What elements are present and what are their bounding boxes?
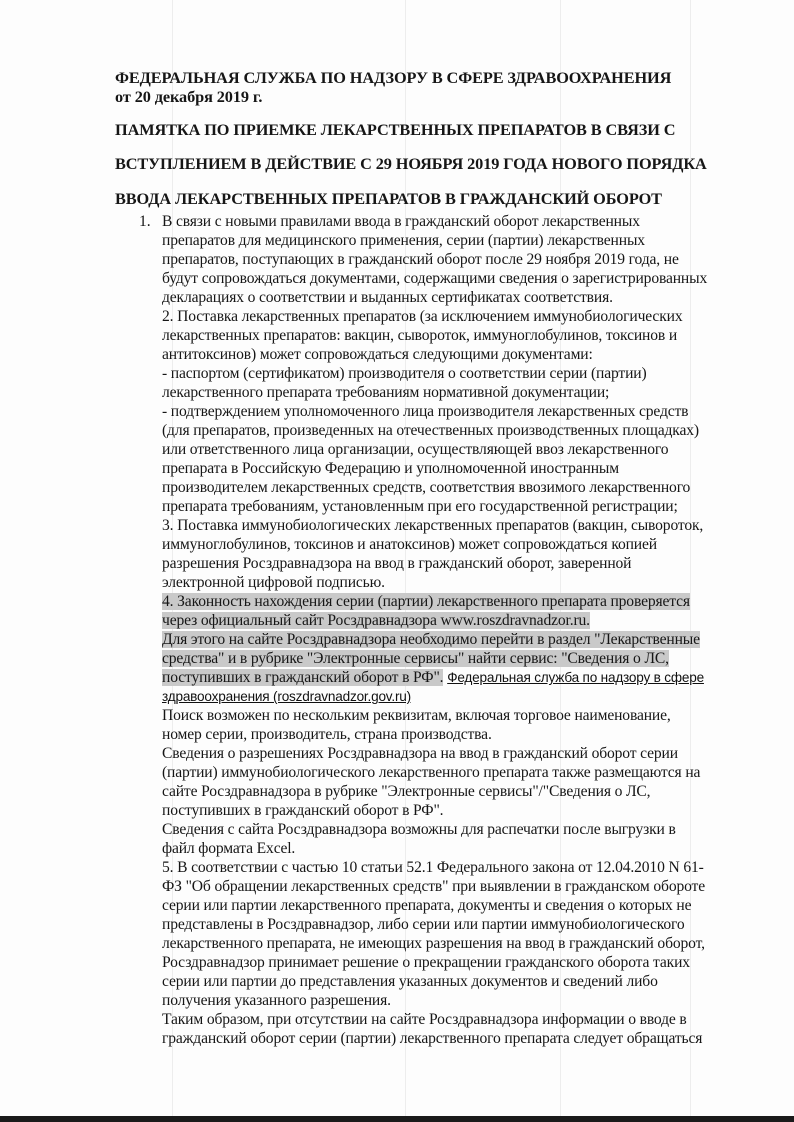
text-segment: лекарственного препарата, не имеющих разрешения на ввод в гражданский оборот, (162, 935, 705, 952)
text-line (162, 345, 762, 364)
text-line (162, 1029, 762, 1048)
text-line (162, 611, 762, 630)
text-line (162, 839, 762, 858)
text-segment: Сведения с сайта Росздравнадзора возможны для распечатки после выгрузки в (162, 821, 676, 838)
text-line (162, 402, 762, 421)
text-line (162, 991, 762, 1010)
text-segment: разрешения Росздравнадзора на ввод в гражданский оборот, заверенной (162, 555, 632, 572)
text-line (162, 364, 762, 383)
text-line (162, 877, 762, 896)
document-date: от 20 декабря 2019 г. (115, 87, 263, 106)
text-line (162, 972, 762, 991)
text-line (162, 269, 762, 288)
highlighted-text: через официальный сайт Росздравнадзора www.roszdravnadzor.ru. (162, 612, 590, 629)
text-line (162, 307, 762, 326)
text-segment: (партии) иммунобиологического лекарственного препарата также размещаются на (162, 764, 701, 781)
text-segment: гражданский оборот серии (партии) лекарственного препарата следует обращаться (162, 1030, 703, 1047)
highlighted-text: 4. Законность нахождения серии (партии) лекарственного препарата проверяется (162, 593, 690, 610)
text-segment: препаратов, поступающих в гражданский оборот после 29 ноября 2019 года, не (162, 251, 679, 268)
text-segment: поступивших в гражданский оборот в РФ". (162, 802, 444, 819)
text-line (162, 212, 762, 231)
text-line (162, 497, 762, 516)
list-number: 1. (139, 213, 151, 230)
text-line (162, 763, 762, 782)
text-segment: препарата требованиям, установленным при его государственной регистрации; (162, 498, 678, 515)
text-segment: (для препаратов, произведенных на отечественных производственных площадках) (162, 422, 699, 439)
agency-name: ФЕДЕРАЛЬНАЯ СЛУЖБА ПО НАДЗОРУ В СФЕРЕ ЗДРАВООХРАНЕНИЯ (115, 68, 672, 87)
text-line (162, 516, 762, 535)
text-segment: лекарственного препарата требованиям нормативной документации; (162, 384, 610, 401)
highlighted-text: Для этого на сайте Росздравнадзора необходимо перейти в раздел "Лекарственные (162, 631, 700, 648)
text-segment: ФЗ "Об обращении лекарственных средств" при выявлении в гражданском обороте (162, 878, 705, 895)
text-line (162, 953, 762, 972)
text-line (162, 459, 762, 478)
text-line (162, 649, 762, 668)
text-line (162, 801, 762, 820)
text-segment: - подтверждением уполномоченного лица производителя лекарственных средств (162, 403, 689, 420)
text-segment: файл формата Excel. (162, 840, 296, 857)
text-segment: представлены в Росздравнадзор, либо серии или партии иммунобиологического (162, 916, 685, 933)
text-line (162, 630, 762, 649)
text-segment: Росздравнадзор принимает решение о прекращении гражданского оборота таких (162, 954, 690, 971)
highlighted-text: поступивших в гражданский оборот в РФ". (162, 669, 444, 686)
text-line (162, 535, 762, 554)
highlighted-text: средства" и в рубрике "Электронные сервисы" найти сервис: "Сведения о ЛС, (162, 650, 669, 667)
text-segment: 3. Поставка иммунобиологических лекарственных препаратов (вакцин, сывороток, (162, 517, 704, 534)
text-segment: сайте Росздравнадзора в рубрике "Электронные сервисы"/"Сведения о ЛС, (162, 783, 651, 800)
text-line (162, 687, 762, 706)
text-segment: лекарственных препаратов: вакцин, сывороток, иммуноглобулинов, токсинов и (162, 327, 678, 344)
text-line (162, 1010, 762, 1029)
roszdravnadzor-link[interactable]: Федеральная служба по надзору в сфере (447, 670, 704, 685)
text-segment: будут сопровождаться документами, содержащими сведения о зарегистрированных (162, 270, 708, 287)
text-line (162, 915, 762, 934)
text-segment: серии или партии до представления указанных документов и сведений либо (162, 973, 658, 990)
text-line (162, 231, 762, 250)
text-line (162, 440, 762, 459)
text-line (162, 858, 762, 877)
text-line (162, 725, 762, 744)
text-segment: иммуноглобулинов, токсинов и анатоксинов) может сопровождаться копией (162, 536, 657, 553)
text-segment: препарата в Российскую Федерацию и уполномоченной иностранным (162, 460, 619, 477)
text-segment: декларациях о соответствии и выданных сертификатах соответствия. (162, 289, 613, 306)
text-segment: серии или партии лекарственного препарата, документы и сведения о которых не (162, 897, 692, 914)
text-segment: - паспортом (сертификатом) производителя о соответствии серии (партии) (162, 365, 647, 382)
text-line (162, 326, 762, 345)
text-line (162, 250, 762, 269)
scan-edge (0, 1116, 794, 1122)
text-segment: В связи с новыми правилами ввода в гражданский оборот лекарственных (162, 213, 640, 230)
text-segment: электронной цифровой подписью. (162, 574, 385, 591)
text-segment: антитоксинов) может сопровождаться следующими документами: (162, 346, 593, 363)
document-title-line: ПАМЯТКА ПО ПРИЕМКЕ ЛЕКАРСТВЕННЫХ ПРЕПАРАТОВ В СВЯЗИ С (115, 120, 676, 139)
text-segment: Поиск возможен по нескольким реквизитам, включая торговое наименование, (162, 707, 671, 724)
text-line (162, 896, 762, 915)
text-line (162, 820, 762, 839)
text-line (162, 421, 762, 440)
text-line (162, 668, 762, 687)
text-segment: препаратов для медицинского применения, серии (партии) лекарственных (162, 232, 645, 249)
text-line (162, 744, 762, 763)
text-segment: получения указанного разрешения. (162, 992, 391, 1009)
text-segment: Таким образом, при отсутствии на сайте Росздравнадзора информации о вводе в (162, 1011, 687, 1028)
text-line (162, 478, 762, 497)
text-line (162, 573, 762, 592)
text-segment: или ответственного лица организации, осуществляющей ввоз лекарственного (162, 441, 669, 458)
text-line (162, 934, 762, 953)
text-line (162, 706, 762, 725)
text-segment: 2. Поставка лекарственных препаратов (за исключением иммунобиологических (162, 308, 683, 325)
text-segment: Сведения о разрешениях Росздравнадзора на ввод в гражданский оборот серии (162, 745, 678, 762)
text-line (162, 288, 762, 307)
text-line (162, 383, 762, 402)
text-line (162, 592, 762, 611)
text-line (162, 782, 762, 801)
document-body (162, 212, 762, 1048)
text-segment: 5. В соответствии с частью 10 статьи 52.1 Федерального закона от 12.04.2010 N 61- (162, 859, 704, 876)
text-line (162, 554, 762, 573)
roszdravnadzor-link[interactable]: здравоохранения (roszdravnadzor.gov.ru) (162, 689, 411, 704)
document-title-line: ВСТУПЛЕНИЕМ В ДЕЙСТВИЕ С 29 НОЯБРЯ 2019 ГОДА НОВОГО ПОРЯДКА (115, 154, 707, 173)
document-title-line: ВВОДА ЛЕКАРСТВЕННЫХ ПРЕПАРАТОВ В ГРАЖДАНСКИЙ ОБОРОТ (115, 189, 662, 208)
text-segment: производителем лекарственных средств, соответствия ввозимого лекарственного (162, 479, 691, 496)
text-segment: номер серии, производитель, страна производства. (162, 726, 492, 743)
